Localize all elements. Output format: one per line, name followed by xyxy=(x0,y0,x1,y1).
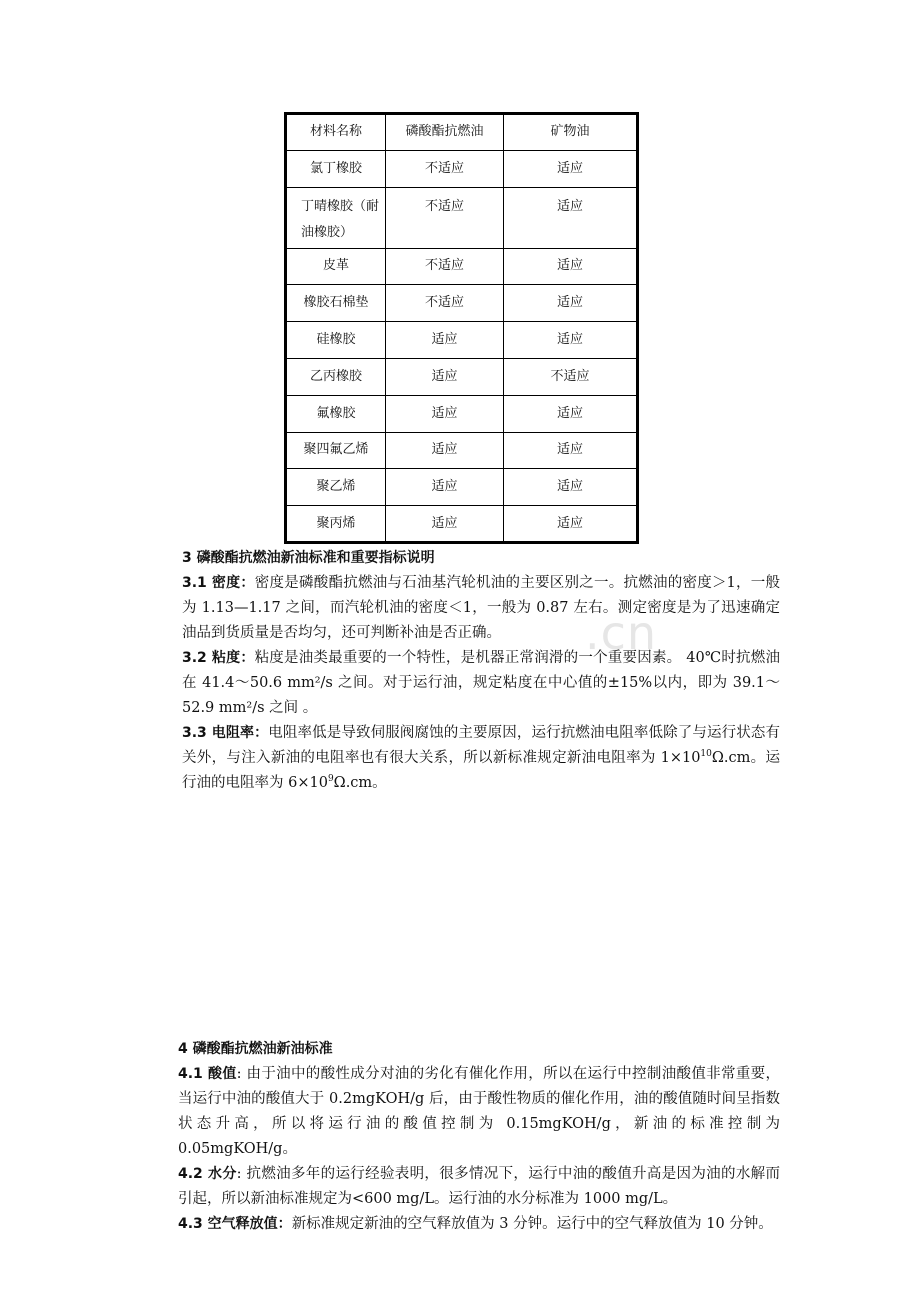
table-cell: 适应 xyxy=(386,358,504,395)
paragraph-text: 密度是磷酸酯抗燃油与石油基汽轮机油的主要区别之一。抗燃油的密度＞1，一般为 1.13—1.17 之间，而汽轮机油的密度＜1，一般为 0.87 左右。测定密度是为了迅速确定油品到货质量是否均匀，还可判断补油是否正确。 xyxy=(182,575,780,641)
table-cell: 适应 xyxy=(386,506,504,543)
table-cell: 适应 xyxy=(386,322,504,359)
paragraph-text: Ω.cm。运行油的电阻率为 6×10 xyxy=(182,750,780,791)
table-row xyxy=(286,358,638,395)
table-row xyxy=(286,395,638,432)
table-cell: 硅橡胶 xyxy=(286,322,386,359)
table-cell: 适应 xyxy=(504,432,638,469)
table-cell: 不适应 xyxy=(386,248,504,285)
section-4 xyxy=(178,1037,780,1237)
table-cell: 不适应 xyxy=(386,187,504,248)
paragraph-text: Ω.cm。 xyxy=(333,775,387,791)
table-cell: 适应 xyxy=(504,322,638,359)
table-cell: 不适应 xyxy=(386,285,504,322)
table-cell: 适应 xyxy=(386,395,504,432)
table-row xyxy=(286,187,638,248)
table-row xyxy=(286,432,638,469)
paragraph-3-2 xyxy=(178,646,780,721)
paragraph-text: : 由于油中的酸性成分对油的劣化有催化作用，所以在运行中控制油酸值非常重要，当运行中油的酸值大于 0.2mgKOH/g 后，由于酸性物质的催化作用，油的酸值随时间呈指数状态升高，所以将运行油的酸值控制为 0.15mgKOH/g，新油的标准控制为 0.05mgKOH/g。 xyxy=(178,1066,780,1157)
table-cell: 不适应 xyxy=(504,358,638,395)
table-cell: 适应 xyxy=(504,248,638,285)
paragraph-label: 4.1 酸值 xyxy=(178,1066,237,1082)
paragraph-label: 3.1 密度： xyxy=(182,575,255,591)
watermark: .cn xyxy=(585,606,658,660)
table-cell: 橡胶石棉垫 xyxy=(286,285,386,322)
table-row xyxy=(286,506,638,543)
table-cell: 氟橡胶 xyxy=(286,395,386,432)
paragraph-text: 电阻率低是导致伺服阀腐蚀的主要原因，运行抗燃油电阻率低除了与运行状态有关外，与注入新油的电阻率也有很大关系，所以新标准规定新油电阻率为 1×10 xyxy=(182,725,780,766)
table-cell: 适应 xyxy=(504,395,638,432)
paragraph-3-1 xyxy=(178,571,780,646)
paragraph-4-2 xyxy=(178,1162,780,1212)
table-cell: 适应 xyxy=(504,285,638,322)
paragraph-4-3 xyxy=(178,1212,780,1237)
table-header-cell: 矿物油 xyxy=(504,114,638,151)
material-compatibility-table xyxy=(284,112,639,544)
table-cell: 适应 xyxy=(504,506,638,543)
paragraph-label: 4.3 空气释放值： xyxy=(178,1216,292,1232)
paragraph-text: : 抗燃油多年的运行经验表明，很多情况下，运行中油的酸值升高是因为油的水解而引起，所以新油标准规定为<600 mg/L。运行油的水分标准为 1000 mg/L。 xyxy=(178,1166,780,1207)
section-3-heading: 3 磷酸酯抗燃油新油标准和重要指标说明 xyxy=(182,550,435,566)
table-row xyxy=(286,285,638,322)
table-cell: 氯丁橡胶 xyxy=(286,150,386,187)
table-header-cell: 磷酸酯抗燃油 xyxy=(386,114,504,151)
table-header-cell: 材料名称 xyxy=(286,114,386,151)
table-cell: 适应 xyxy=(504,469,638,506)
table-cell: 聚四氟乙烯 xyxy=(286,432,386,469)
table-cell: 聚乙烯 xyxy=(286,469,386,506)
paragraph-text: 粘度是油类最重要的一个特性，是机器正常润滑的一个重要因素。 40℃时抗燃油在 41.4～50.6 mm²/s 之间。对于运行油，规定粘度在中心值的±15%以内，即为 39.1～52.9 mm²/s 之间 。 xyxy=(182,650,780,716)
table-row xyxy=(286,248,638,285)
table-cell: 丁晴橡胶（耐油橡胶） xyxy=(286,187,386,248)
paragraph-label: 3.3 电阻率： xyxy=(182,725,269,741)
table-cell: 适应 xyxy=(504,187,638,248)
table-row xyxy=(286,322,638,359)
paragraph-label: 4.2 水分 xyxy=(178,1166,237,1182)
superscript: 10 xyxy=(700,749,712,760)
table-cell: 适应 xyxy=(386,469,504,506)
table-row xyxy=(286,469,638,506)
table-cell: 皮革 xyxy=(286,248,386,285)
table-cell: 乙丙橡胶 xyxy=(286,358,386,395)
table-cell: 不适应 xyxy=(386,150,504,187)
superscript: 9 xyxy=(327,774,334,785)
paragraph-label: 3.2 粘度： xyxy=(182,650,255,666)
table-cell: 适应 xyxy=(386,432,504,469)
paragraph-4-1 xyxy=(178,1062,780,1162)
paragraph-3-3 xyxy=(178,721,780,796)
paragraph-text: 新标准规定新油的空气释放值为 3 分钟。运行中的空气释放值为 10 分钟。 xyxy=(291,1216,773,1232)
table-header-row xyxy=(286,114,638,151)
table-cell: 聚丙烯 xyxy=(286,506,386,543)
section-3 xyxy=(178,546,780,796)
table-cell: 适应 xyxy=(504,150,638,187)
table-row xyxy=(286,150,638,187)
section-4-heading: 4 磷酸酯抗燃油新油标准 xyxy=(178,1041,333,1057)
